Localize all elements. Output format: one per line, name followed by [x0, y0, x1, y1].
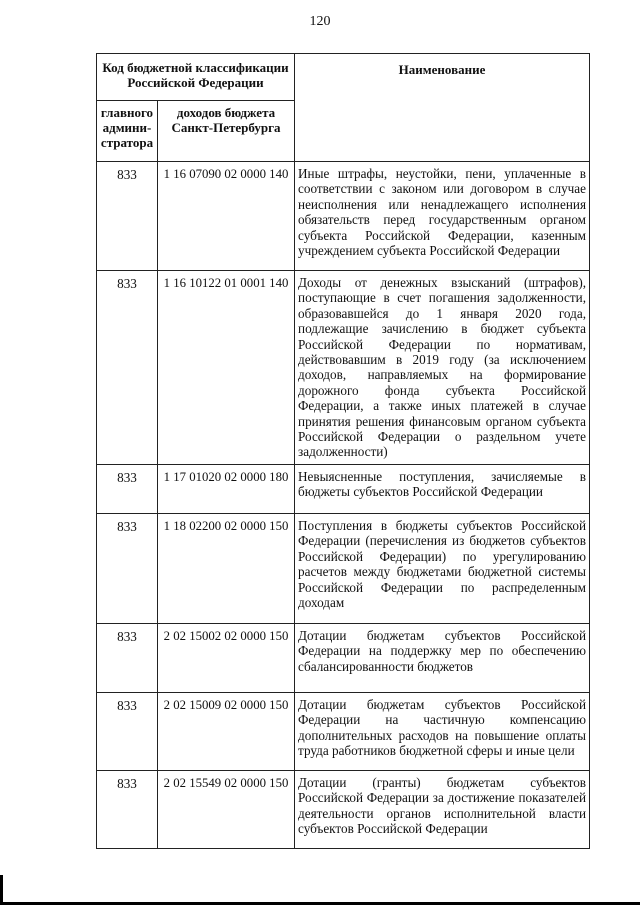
table-row — [97, 271, 590, 465]
table-row — [97, 770, 590, 848]
header-admin: главного админи-стратора — [97, 101, 158, 162]
income-code-cell: 1 16 07090 02 0000 140 — [158, 162, 295, 271]
name-cell: Невыясненные поступления, зачисляемые в бюджеты субъектов Российской Федерации — [295, 464, 590, 513]
name-cell: Иные штрафы, неустойки, пени, уплаченные в соответствии с законом или договором в случае неисполнения или ненадлежащего исполнения обязательств перед государственным органом субъекта Российской Федерации, казенным учреждением субъекта Российской Федерации — [295, 162, 590, 271]
budget-classification-table — [96, 53, 590, 849]
admin-code-cell: 833 — [97, 513, 158, 623]
income-code-cell: 1 16 10122 01 0001 140 — [158, 271, 295, 465]
header-name: Наименование — [295, 54, 590, 162]
table-row — [97, 162, 590, 271]
table-row — [97, 513, 590, 623]
income-code-cell: 2 02 15009 02 0000 150 — [158, 692, 295, 770]
header-income: доходов бюджета Санкт-Петербурга — [158, 101, 295, 162]
name-cell: Поступления в бюджеты субъектов Российской Федерации (перечисления из бюджетов субъектов Российской Федерации) по урегулированию расчетов между бюджетами бюджетной системы Российской Федерации по распределенным доходам — [295, 513, 590, 623]
admin-code-cell: 833 — [97, 464, 158, 513]
admin-code-cell: 833 — [97, 271, 158, 465]
name-cell: Дотации (гранты) бюджетам субъектов Российской Федерации за достижение показателей деятельности органов исполнительной власти субъектов Российской Федерации — [295, 770, 590, 848]
admin-code-cell: 833 — [97, 692, 158, 770]
income-code-cell: 1 18 02200 02 0000 150 — [158, 513, 295, 623]
table-row — [97, 464, 590, 513]
name-cell: Дотации бюджетам субъектов Российской Федерации на поддержку мер по обеспечению сбалансированности бюджетов — [295, 623, 590, 692]
name-cell: Дотации бюджетам субъектов Российской Федерации на частичную компенсацию дополнительных расходов на повышение оплаты труда работников бюджетной сферы и иные цели — [295, 692, 590, 770]
table-row — [97, 692, 590, 770]
header-code-group: Код бюджетной классификации Российской Федерации — [97, 54, 295, 101]
income-code-cell: 2 02 15002 02 0000 150 — [158, 623, 295, 692]
header-row-top — [97, 54, 590, 101]
admin-code-cell: 833 — [97, 162, 158, 271]
page-number: 120 — [309, 14, 331, 29]
scan-corner-mark — [0, 875, 3, 905]
name-cell: Доходы от денежных взысканий (штрафов), поступающие в счет погашения задолженности, образовавшейся до 1 января 2020 года, подлежащие зачислению в бюджет субъекта Российской Федерации по нормативам, действовавшим в 2019 году (за исключением доходов, направляемых на формирование дорожного фонда субъекта Российской Федерации, а также иных платежей в случае принятия решения финансовым органом субъекта Российской Федерации о раздельном учете задолженности) — [295, 271, 590, 465]
admin-code-cell: 833 — [97, 770, 158, 848]
admin-code-cell: 833 — [97, 623, 158, 692]
income-code-cell: 2 02 15549 02 0000 150 — [158, 770, 295, 848]
income-code-cell: 1 17 01020 02 0000 180 — [158, 464, 295, 513]
table-row — [97, 623, 590, 692]
